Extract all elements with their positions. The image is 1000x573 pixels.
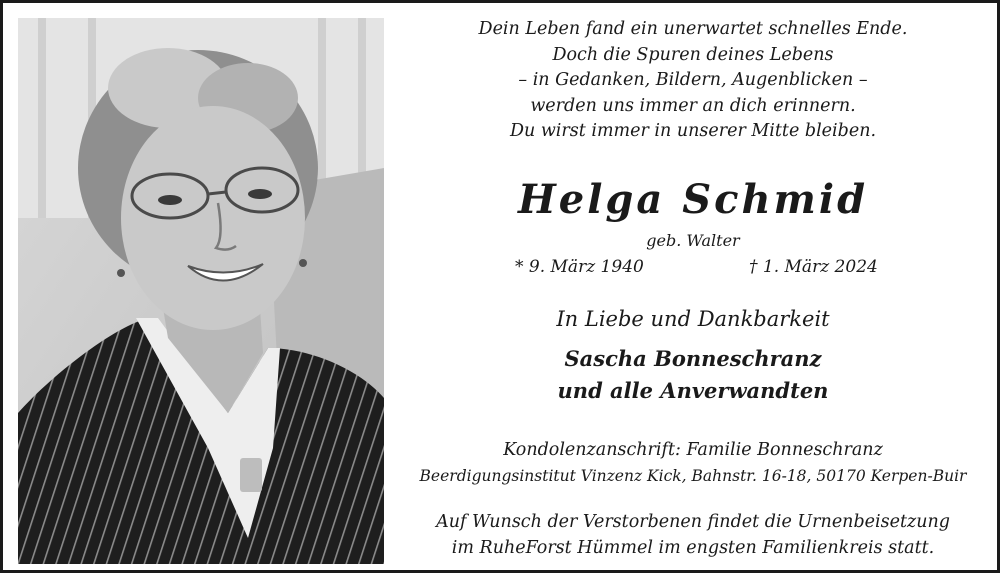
memorial-verse	[395, 17, 991, 145]
verse-line: Dein Leben fand ein unerwartet schnelles Ende.	[478, 19, 908, 39]
mourners-list	[395, 343, 991, 407]
portrait-photo	[18, 18, 384, 564]
mourner-line: Sascha Bonneschranz	[564, 346, 822, 371]
notice-text-column	[395, 3, 991, 570]
funeral-home-address: Beerdigungsinstitut Vinzenz Kick, Bahnstr. 16-18, 50170 Kerpen-Buir	[419, 466, 967, 485]
condolence-line: Kondolenzanschrift: Familie Bonneschranz	[503, 440, 883, 460]
burial-line: im RuheForst Hümmel im engsten Familienkreis statt.	[451, 537, 935, 558]
death-date: † 1. März 2024	[749, 257, 878, 277]
deceased-name: Helga Schmid	[517, 176, 869, 223]
burial-notice	[395, 510, 991, 561]
birth-date: * 9. März 1940	[515, 257, 644, 277]
verse-line: – in Gedanken, Bildern, Augenblicken –	[518, 70, 868, 90]
birth-name: geb. Walter	[646, 231, 740, 250]
condolence-address	[395, 438, 991, 489]
mourner-line: und alle Anverwandten	[557, 378, 829, 403]
verse-line: werden uns immer an dich erinnern.	[530, 95, 856, 116]
burial-line: Auf Wunsch der Verstorbenen findet die Urnenbeisetzung	[436, 512, 950, 532]
portrait-image	[18, 18, 384, 564]
closing-phrase: In Liebe und Dankbarkeit	[556, 307, 830, 331]
verse-line: Doch die Spuren deines Lebens	[552, 44, 834, 65]
verse-line: Du wirst immer in unserer Mitte bleiben.	[509, 121, 877, 141]
